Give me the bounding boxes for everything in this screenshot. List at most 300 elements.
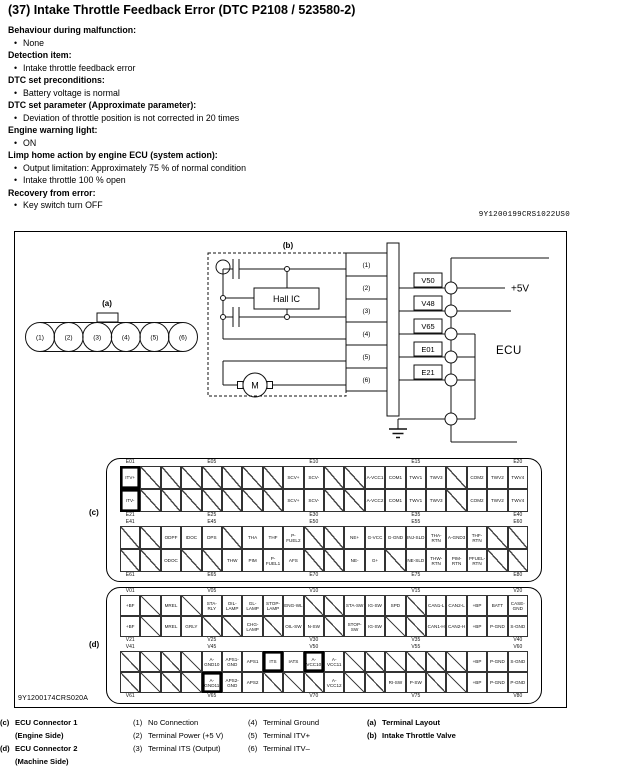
pin-cell (140, 651, 160, 672)
pin-cell (283, 672, 303, 693)
legend-items (367, 716, 456, 742)
pin-cell: A-VCC2 (365, 489, 385, 512)
pin-number-label (344, 519, 364, 526)
pin-cell: GL-LAMP (242, 595, 262, 616)
pin-cell: NE+ (344, 526, 364, 549)
pin-number-label (140, 572, 160, 582)
pin-cell: +BF (120, 616, 140, 637)
connector-row (120, 466, 528, 489)
pin-cell: P-SW (406, 672, 426, 693)
pin-number-label (283, 512, 303, 519)
pin-number-row (120, 459, 528, 466)
pin-cell: OIL-LAMP (222, 595, 242, 616)
pin-cell: A-VCC11 (324, 651, 344, 672)
pin-cell (324, 526, 344, 549)
pin-number-label (161, 637, 181, 644)
pin-number-label (426, 644, 446, 651)
pin-number-label: E50 (309, 519, 319, 525)
pin-cell (406, 616, 426, 637)
pin-number-label: E61 (125, 572, 135, 578)
pin-cell (344, 672, 364, 693)
terminal-layout-num: (5) (150, 334, 159, 342)
pin-cell (120, 651, 140, 672)
legend-text: ECU Connector 1 (Engine Side) (15, 718, 78, 740)
pin-cell: ITV+ (120, 466, 140, 489)
pin-cell (222, 466, 242, 489)
terminal-box-num: (2) (362, 285, 371, 292)
pin-number-label: E01 (125, 459, 135, 465)
pin-number-label (487, 644, 507, 651)
legend-items (0, 716, 77, 768)
pin-cell: COM1 (385, 489, 405, 512)
pin-number-label (181, 512, 201, 519)
terminal-box-num: (5) (362, 354, 371, 361)
pin-cell (365, 651, 385, 672)
pin-number-label (161, 644, 181, 651)
pin-cell: ITS (263, 651, 283, 672)
pin-cell: ODOC (161, 549, 181, 572)
pin-number-label (242, 572, 262, 582)
connector-bar (387, 243, 399, 416)
pin-cell: +BF (120, 595, 140, 616)
pin-number-label (365, 637, 385, 644)
terminal-layout-num: (4) (121, 334, 130, 342)
pin-number-label (324, 519, 344, 526)
pin-row (120, 549, 528, 572)
pin-number-label (161, 693, 181, 703)
pin-cell (406, 595, 426, 616)
pin-number-label: V45 (207, 644, 217, 650)
pin-cell (161, 672, 181, 693)
pin-cell (140, 595, 160, 616)
pin-number-label (222, 693, 242, 703)
pin-number-label (365, 459, 385, 466)
pin-number-label (222, 519, 242, 526)
pin-cell: A-VCC10 (304, 651, 324, 672)
pin-cell: CAN2-L (446, 595, 466, 616)
connector-row (120, 572, 528, 582)
pin-number-label (344, 644, 364, 651)
connector-row (120, 519, 528, 526)
pin-cell (120, 672, 140, 693)
pin-number-label: V35 (411, 637, 421, 643)
pin-number-label (283, 644, 303, 651)
pin-number-label (283, 459, 303, 466)
pin-number-label (242, 693, 262, 703)
pin-cell (385, 651, 405, 672)
pin-cell (242, 489, 262, 512)
plus5v-label: +5V (511, 283, 530, 295)
pin-cell (324, 549, 344, 572)
pin-number-label (263, 637, 283, 644)
throttle-valve-box (208, 253, 346, 396)
pin-number-label (385, 644, 405, 651)
pin-cell: APS1-GND (222, 651, 242, 672)
pin-cell: +BP (467, 651, 487, 672)
pin-number-label (263, 588, 283, 595)
pin-row (120, 672, 528, 693)
pin-number-label (263, 572, 283, 582)
pin-number-label (324, 637, 344, 644)
pin-number-row (120, 519, 528, 526)
pin-cell: CHG-LAMP (242, 616, 262, 637)
pin-number-label (467, 572, 487, 582)
pin-cell (161, 651, 181, 672)
pin-cell: +BP (467, 595, 487, 616)
info-line: • Key switch turn OFF (8, 199, 608, 212)
pin-cell: MREL (161, 616, 181, 637)
legend-item (248, 729, 319, 742)
pin-cell: RI-SW (385, 672, 405, 693)
pin-cell (508, 549, 528, 572)
pin-number-label (385, 512, 405, 519)
pin-number-label: V41 (125, 644, 135, 650)
pin-number-label (426, 588, 446, 595)
pin-cell (161, 489, 181, 512)
pin-number-label: E75 (411, 572, 421, 578)
pin-number-label (344, 572, 364, 582)
pin-cell: APS2-GND (222, 672, 242, 693)
pin-cell: G-VCC (365, 526, 385, 549)
pin-cell: P-GND (508, 672, 528, 693)
pin-number-label (140, 519, 160, 526)
legend-item (367, 716, 456, 729)
legend-text: ECU Connector 2 (Machine Side) (15, 744, 78, 766)
legend-items (248, 716, 319, 755)
connector-row (120, 489, 528, 512)
pin-number-label (446, 637, 466, 644)
pin-cell: TWV1 (406, 466, 426, 489)
pin-cell (120, 526, 140, 549)
info-line: • Deviation of throttle position is not corrected in 20 times (8, 112, 608, 125)
pin-cell: APS2 (242, 672, 262, 693)
terminal-box-num: (1) (362, 262, 371, 269)
pin-number-label (426, 572, 446, 582)
connector-c-rows (120, 459, 528, 582)
pin-cell (446, 466, 466, 489)
pin-number-label (385, 459, 405, 466)
legend-text: Terminal Layout (382, 718, 441, 727)
hall-ic-label: Hall IC (272, 294, 301, 304)
pin-number-label (446, 693, 466, 703)
pin-number-label (242, 637, 262, 644)
pin-cell (120, 549, 140, 572)
pin-number-label: V40 (513, 637, 523, 643)
terminal-layout-num: (3) (93, 334, 102, 342)
pin-cell: TWV2 (487, 489, 507, 512)
pin-row (120, 489, 528, 512)
pin-number-label (385, 637, 405, 644)
pin-number-row (120, 572, 528, 582)
pin-cell (385, 616, 405, 637)
legend-text: Terminal ITV+ (263, 731, 311, 740)
pin-number-label (283, 519, 303, 526)
pin-cell: A-VCC1 (365, 466, 385, 489)
pin-number-label (365, 572, 385, 582)
pin-number-label (487, 588, 507, 595)
pin-number-label: E05 (207, 459, 217, 465)
pin-cell (161, 466, 181, 489)
pin-number-label (140, 588, 160, 595)
pin-number-label (446, 459, 466, 466)
pin-cell (181, 489, 201, 512)
pin-number-label (324, 644, 344, 651)
motor-label: M (251, 380, 259, 391)
legend-column (133, 716, 223, 755)
pin-number-label (324, 459, 344, 466)
pin-number-label (446, 644, 466, 651)
label-c: (c) (89, 508, 99, 517)
info-line: • Battery voltage is normal (8, 87, 608, 100)
pin-cell (222, 616, 242, 637)
pin-number-label (242, 519, 262, 526)
pin-cell: STA-SW (344, 595, 364, 616)
pin-number-label (263, 693, 283, 703)
pin-cell: TWV1 (406, 489, 426, 512)
pin-cell: G-GND (385, 526, 405, 549)
pin-number-label (161, 512, 181, 519)
ecu-connector-1-grid (106, 458, 542, 582)
pin-number-label: V21 (125, 637, 135, 643)
pin-cell (222, 489, 242, 512)
info-line: Detection item: (8, 50, 72, 60)
info-line: • ON (8, 137, 608, 150)
pin-number-label (283, 637, 303, 644)
pin-number-label (222, 637, 242, 644)
legend-marker: (5) (248, 731, 258, 740)
pin-cell (181, 466, 201, 489)
pin-row (120, 466, 528, 489)
pin-cell: ENG-WL (283, 595, 303, 616)
pin-cell (487, 549, 507, 572)
pin-number-label (467, 644, 487, 651)
pin-number-label (446, 519, 466, 526)
pin-number-label: V25 (207, 637, 217, 643)
legend-text: Terminal ITV– (263, 744, 310, 753)
pin-number-label (365, 519, 385, 526)
pin-number-label (161, 588, 181, 595)
pin-number-label (181, 519, 201, 526)
pin-cell (426, 672, 446, 693)
pin-number-label (467, 637, 487, 644)
pin-number-label: E30 (309, 512, 319, 518)
pin-number-label (385, 693, 405, 703)
pin-cell: COM1 (385, 466, 405, 489)
pin-cell: TWV3 (426, 489, 446, 512)
legend-item (0, 716, 77, 742)
pin-cell: PFUEL-RTN (467, 549, 487, 572)
info-line: • None (8, 37, 608, 50)
pin-number-label: V65 (207, 693, 217, 699)
connector-d-rows (120, 588, 528, 703)
terminal-layout-num: (1) (36, 334, 44, 342)
pin-number-label (426, 459, 446, 466)
pin-number-label: V70 (309, 693, 319, 699)
pin-number-label (263, 512, 283, 519)
pin-cell (140, 489, 160, 512)
pin-cell (324, 595, 344, 616)
ecu-pin-v50: V50 (421, 276, 435, 285)
pin-cell: SCV+ (283, 489, 303, 512)
pin-cell: P-GND (487, 616, 507, 637)
pin-number-label: V60 (513, 644, 523, 650)
pin-cell: SCV- (304, 489, 324, 512)
pin-number-label (324, 512, 344, 519)
pin-cell (487, 526, 507, 549)
pin-number-label (467, 512, 487, 519)
pin-number-label (181, 644, 201, 651)
pin-number-label: E25 (207, 512, 217, 518)
pin-cell: P-GND (487, 651, 507, 672)
pin-cell: TWV4 (508, 489, 528, 512)
pin-number-label (426, 637, 446, 644)
pin-number-label (344, 693, 364, 703)
pin-cell (446, 489, 466, 512)
pin-number-label (344, 459, 364, 466)
info-list (8, 24, 608, 212)
pin-cell (181, 651, 201, 672)
legend-marker: (1) (133, 718, 143, 727)
legend-text: Terminal Power (+5 V) (148, 731, 224, 740)
pin-number-label: V15 (411, 588, 421, 594)
pin-cell (263, 466, 283, 489)
pin-cell (304, 549, 324, 572)
pin-number-label (487, 519, 507, 526)
legend-text: No Connection (148, 718, 199, 727)
legend-item (133, 729, 223, 742)
pin-cell: OIL-SW (283, 616, 303, 637)
pin-number-label: E41 (125, 519, 135, 525)
connector-key-tab (97, 313, 118, 322)
terminal-box-num: (6) (362, 377, 371, 384)
label-a: (a) (102, 299, 112, 308)
pin-cell (263, 672, 283, 693)
terminal-layout-num: (6) (179, 334, 187, 342)
pin-cell: P-FUEL1 (263, 549, 283, 572)
info-line: • Intake throttle feedback error (8, 62, 608, 75)
pin-row (120, 526, 528, 549)
pin-cell: IG-SW (365, 595, 385, 616)
figure-code: 9Y1200174CRS020A (18, 695, 89, 702)
pin-row (120, 616, 528, 637)
pin-cell: THF (263, 526, 283, 549)
document-header (8, 3, 608, 212)
pin-number-label (181, 693, 201, 703)
legend-marker: (a) (367, 718, 377, 727)
ecu-label: ECU (496, 345, 522, 357)
pin-cell (304, 672, 324, 693)
pin-cell: CASE-GND (508, 595, 528, 616)
pin-number-label: V80 (513, 693, 523, 699)
pin-cell: TWV3 (426, 466, 446, 489)
pin-cell: INJ-SLD (406, 526, 426, 549)
pin-number-label (181, 572, 201, 582)
pin-cell: IG-SW (365, 616, 385, 637)
pin-cell: STOP-SW (344, 616, 364, 637)
pin-cell: +BP (467, 616, 487, 637)
pin-number-label: E20 (513, 459, 523, 465)
ecu-connector-2-grid (106, 587, 542, 704)
pin-cell (242, 466, 262, 489)
pin-number-label (487, 459, 507, 466)
legend-text: Intake Throttle Valve (382, 731, 456, 740)
pin-cell: COM2 (467, 466, 487, 489)
pin-number-label (242, 459, 262, 466)
ground-icon (389, 429, 407, 438)
pin-cell: THA-RTN (426, 526, 446, 549)
pin-cell: G+ (365, 549, 385, 572)
pin-number-label (365, 693, 385, 703)
pin-cell: DPS (202, 526, 222, 549)
pin-cell: MREL (161, 595, 181, 616)
pin-cell: A-GND11 (202, 672, 222, 693)
pin-number-label (263, 459, 283, 466)
pin-cell: GRLY (181, 616, 201, 637)
pin-number-label (181, 588, 201, 595)
pin-cell (324, 616, 344, 637)
figure-legend (0, 716, 619, 766)
pin-cell (344, 651, 364, 672)
legend-text: Terminal Ground (263, 718, 320, 727)
pin-number-label (263, 644, 283, 651)
pin-number-label: E21 (125, 512, 135, 518)
terminal-box-num: (4) (362, 331, 371, 338)
pin-cell: SPD (385, 595, 405, 616)
pin-number-label (324, 588, 344, 595)
connector-row (120, 588, 528, 595)
pin-number-label (344, 637, 364, 644)
pin-cell: CAN2-H (446, 616, 466, 637)
pin-number-label (365, 512, 385, 519)
pin-number-row (120, 693, 528, 703)
ecu-pin-v48: V48 (421, 299, 435, 308)
pin-cell: P-FUEL2 (283, 526, 303, 549)
pin-cell (222, 526, 242, 549)
pin-number-row (120, 512, 528, 519)
pin-number-label (161, 459, 181, 466)
pin-cell (202, 549, 222, 572)
pin-number-label (487, 637, 507, 644)
pin-number-label (140, 644, 160, 651)
pin-number-label (385, 519, 405, 526)
pin-cell: NE-SLD (406, 549, 426, 572)
pin-number-label: V10 (309, 588, 319, 594)
pin-number-label (385, 588, 405, 595)
terminal-box-num: (3) (362, 308, 371, 315)
pin-number-label: V20 (513, 588, 523, 594)
ecu-pin-e01: E01 (421, 345, 435, 354)
legend-text: Terminal ITS (Output) (148, 744, 221, 753)
reference-code-top: 9Y1200199CRS1022US0 (478, 211, 570, 219)
pin-number-label (344, 512, 364, 519)
connector-row (120, 672, 528, 693)
pin-number-label: V30 (309, 637, 319, 643)
terminal-layout-num: (2) (64, 334, 73, 342)
pin-cell (181, 595, 201, 616)
pin-number-label: V50 (309, 644, 319, 650)
pin-number-label: E65 (207, 572, 217, 578)
pin-number-label (140, 512, 160, 519)
pin-number-label (181, 459, 201, 466)
pin-number-label (487, 693, 507, 703)
legend-marker: (6) (248, 744, 258, 753)
pin-row (120, 595, 528, 616)
pin-cell (344, 489, 364, 512)
pin-number-row (120, 588, 528, 595)
pin-number-label (263, 519, 283, 526)
connector-row (120, 459, 528, 466)
pin-cell: PIM-RTN (446, 549, 466, 572)
